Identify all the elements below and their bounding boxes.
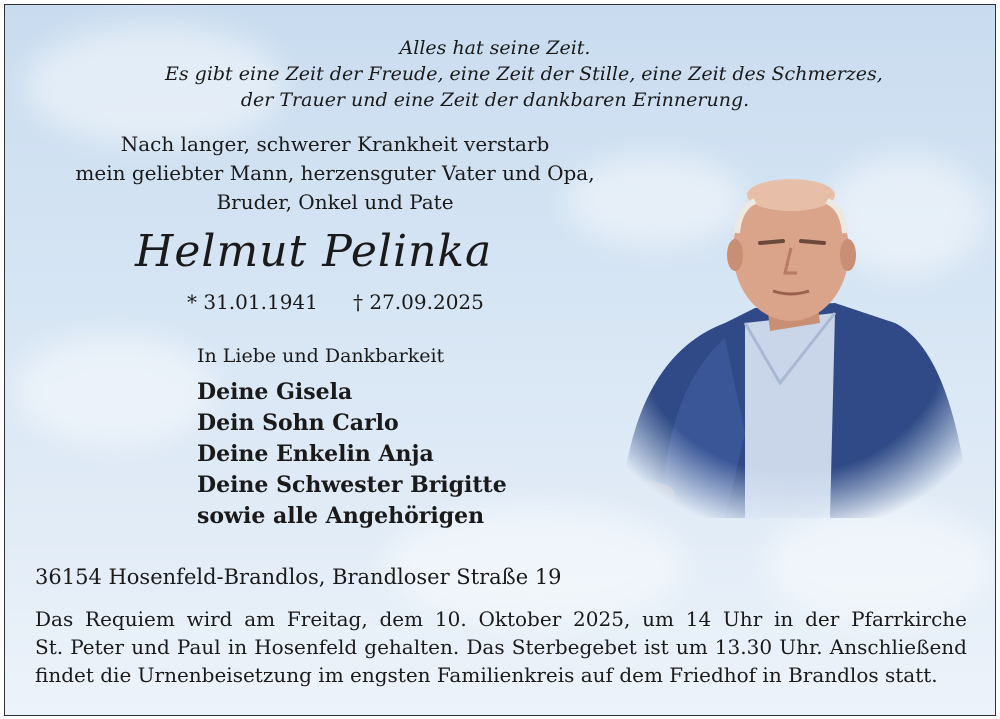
motto: [165, 35, 883, 113]
mourners-lead: In Liebe und Dankbarkeit: [197, 345, 445, 367]
portrait-photo: [605, 173, 980, 518]
notice-line: Das Requiem wird am Freitag, dem 10. Oktober 2025, um 14 Uhr in der Pfarrkirche: [35, 607, 967, 631]
mourner: Deine Enkelin Anja: [197, 441, 434, 467]
intro-line: Nach langer, schwerer Krankheit verstarb: [120, 132, 550, 156]
notice-line: findet die Urnenbeisetzung im engsten Familienkreis auf dem Friedhof in Brandlos statt.: [35, 663, 938, 687]
mourner: Deine Schwester Brigitte: [197, 472, 507, 498]
motto-line: Alles hat seine Zeit.: [399, 37, 591, 59]
address: 36154 Hosenfeld-Brandlos, Brandloser Straße 19: [35, 565, 562, 589]
mourner: Deine Gisela: [197, 379, 353, 405]
mourner: sowie alle Angehörigen: [197, 503, 485, 529]
mourner: Dein Sohn Carlo: [197, 410, 399, 436]
motto-line: Es gibt eine Zeit der Freude, eine Zeit der Stille, eine Zeit des Schmerzes,: [165, 63, 883, 85]
deceased-name: Helmut Pelinka: [135, 226, 493, 277]
obituary-card: [4, 4, 996, 716]
intro-text: [55, 130, 615, 217]
mourners-list: [197, 377, 507, 532]
birth-date: * 31.01.1941: [187, 290, 318, 314]
motto-line: der Trauer und eine Zeit der dankbaren Erinnerung.: [240, 89, 750, 111]
funeral-notice: [35, 605, 967, 689]
intro-line: mein geliebter Mann, herzensguter Vater und Opa,: [75, 161, 595, 185]
notice-line: St. Peter und Paul in Hosenfeld gehalten. Das Sterbegebet ist um 13.30 Uhr. Anschließend: [35, 635, 967, 659]
cloud: [15, 335, 215, 445]
intro-line: Bruder, Onkel und Pate: [216, 190, 454, 214]
death-date: † 27.09.2025: [353, 290, 484, 314]
